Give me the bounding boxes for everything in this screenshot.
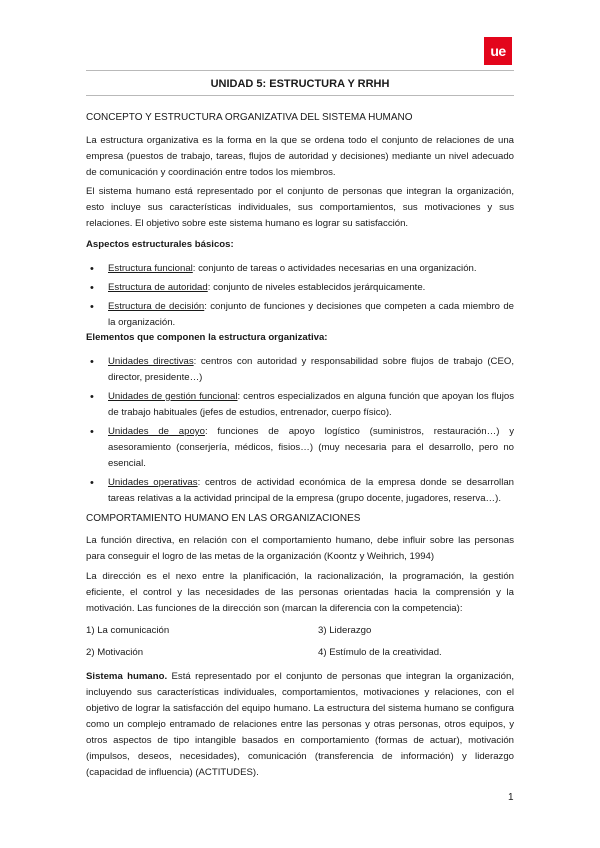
element-text: : centros especializados en alguna función que apoyan los flujos de trabajo habituales (jefes de estudios, entrenador, cuerpo físico). bbox=[108, 391, 515, 418]
list-item bbox=[86, 354, 514, 386]
list-item bbox=[86, 475, 514, 507]
elements-list bbox=[86, 354, 514, 510]
list-item bbox=[86, 424, 514, 472]
elements-title: Elementos que componen la estructura organizativa: bbox=[86, 332, 328, 343]
element-text: : centros de actividad económica de la empresa donde se desarrollan tareas relativas a la actividad principal de la empresa (grupo docente, jugadores, reserva…). bbox=[108, 477, 514, 504]
aspect-text: : conjunto de niveles establecidos jerárquicamente. bbox=[207, 282, 426, 293]
aspect-text: : conjunto de tareas o actividades necesarias en una organización. bbox=[192, 263, 477, 274]
page-number: 1 bbox=[508, 792, 514, 803]
aspect-term: Estructura de autoridad bbox=[108, 282, 208, 293]
function-item: 2) Motivación bbox=[86, 647, 144, 658]
function-item: 4) Estímulo de la creatividad. bbox=[318, 647, 442, 658]
title-rule bbox=[86, 95, 514, 96]
system-human-label: Sistema humano. bbox=[86, 671, 168, 682]
list-item bbox=[86, 299, 514, 331]
section2-paragraph-1: La función directiva, en relación con el comportamiento humano, debe influir sobre las personas para conseguir el logro de las metas de la organización (Koontz y Weihrich, 1994) bbox=[86, 535, 514, 562]
section2-paragraph-2: La dirección es el nexo entre la planificación, la racionalización, la programación, la gestión eficiente, el control y las necesidades de las personas orientadas hacia la comprensión y la motivación. Las funciones de la dirección son (marcan la diferencia con la competencia): bbox=[86, 571, 514, 614]
aspects-list bbox=[86, 261, 514, 334]
list-item bbox=[86, 280, 514, 296]
function-item: 3) Liderazgo bbox=[318, 625, 372, 636]
aspect-term: Estructura de decisión bbox=[108, 301, 205, 312]
section1-paragraph-1: La estructura organizativa es la forma en la que se ordena todo el conjunto de relaciones de una empresa (puestos de trabajo, tareas, flujos de autoridad y decisiones) mediante un nivel adecuado de comunicación y coordinación entre todos los miembros. bbox=[86, 135, 514, 178]
element-text: : centros con autoridad y responsabilidad sobre flujos de trabajo (CEO, director, presidente…) bbox=[108, 356, 514, 383]
list-item bbox=[86, 389, 514, 421]
element-term: Unidades directivas bbox=[108, 356, 194, 367]
section2-paragraph-3 bbox=[86, 669, 514, 781]
element-term: Unidades operativas bbox=[108, 477, 198, 488]
aspects-title: Aspectos estructurales básicos: bbox=[86, 239, 234, 250]
aspect-term: Estructura funcional bbox=[108, 263, 193, 274]
top-rule bbox=[86, 70, 514, 71]
section2-heading: COMPORTAMIENTO HUMANO EN LAS ORGANIZACIONES bbox=[86, 513, 361, 524]
element-term: Unidades de apoyo bbox=[108, 426, 205, 437]
section1-heading: CONCEPTO Y ESTRUCTURA ORGANIZATIVA DEL SISTEMA HUMANO bbox=[86, 112, 413, 123]
section1-paragraph-2: El sistema humano está representado por el conjunto de personas que integran la organización, esto incluye sus características individuales, sus comportamientos, sus motivaciones y sus relaciones. El objetivo sobre este sistema humano es lograr su satisfacción. bbox=[86, 186, 514, 229]
element-text: : funciones de apoyo logístico (suministros, restauración…) y asesoramiento (conserjería, médicos, fisios…) (muy necesaria para el desarrollo, pero no esencial. bbox=[108, 426, 514, 469]
page-title: UNIDAD 5: ESTRUCTURA Y RRHH bbox=[210, 78, 390, 90]
function-item: 1) La comunicación bbox=[86, 625, 170, 636]
aspect-text: : conjunto de funciones y decisiones que competen a cada miembro de la organización. bbox=[108, 301, 515, 328]
list-item bbox=[86, 261, 514, 277]
ue-logo: ue bbox=[484, 37, 512, 65]
element-term: Unidades de gestión funcional bbox=[108, 391, 238, 402]
system-human-text: Está representado por el conjunto de personas que integran la organización, incluyendo sus características individuales, comportamientos, motivaciones y relaciones, con el objetivo de lograr la satisfacción del equipo humano. La estructura del sistema humano se configura como un complejo entramado de relaciones entre las personas y otras personas, otros equipos, y otros aspectos de tipo intangible basados en comportamiento (formas de actuar), motivación (impulsos, deseos, necesidades), comunicación (transferencia de información) y liderazgo (capacidad de influencia) (ACTITUDES). bbox=[86, 671, 514, 778]
